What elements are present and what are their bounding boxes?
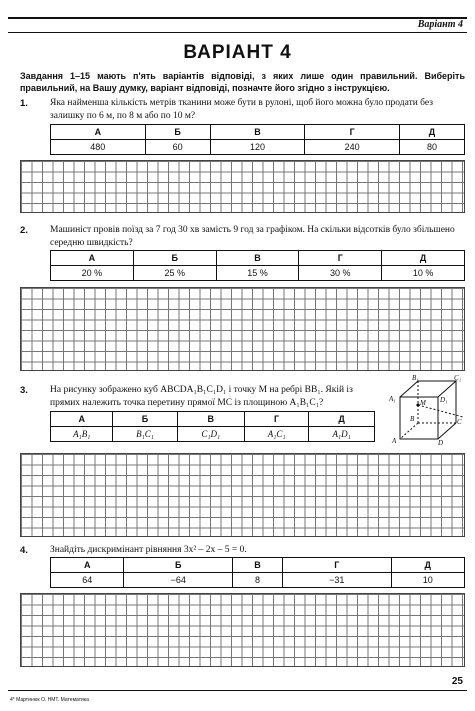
q1-letter-v: В [210, 125, 305, 140]
question-4-text: Знайдіть дискримінант рівняння 3x² – 2x – 5 = 0. [50, 545, 247, 555]
q1-letter-b: Б [145, 125, 210, 140]
q3-option-v[interactable]: C₁D₁ [177, 427, 245, 442]
question-3-number: 3. [20, 385, 28, 396]
q4-letter-b: Б [124, 558, 233, 573]
page-title: ВАРІАНТ 4 [183, 42, 292, 63]
label-c: C [457, 418, 462, 426]
running-header-variant: Варіант 4 [417, 19, 463, 30]
q2-letter-a: А [51, 251, 134, 266]
label-a: A [392, 437, 397, 445]
q3-letter-b: Б [113, 412, 177, 427]
q4-letter-v: В [232, 558, 282, 573]
q4-option-a[interactable]: 64 [51, 573, 124, 588]
question-4-number: 4. [20, 545, 28, 556]
question-3-answer-table [50, 411, 375, 442]
q4-letter-d: Д [391, 558, 464, 573]
q1-option-b[interactable]: 60 [145, 140, 210, 155]
instructions-text: Завдання 1–15 мають п'ять варіантів відповіді, з яких лише один правильний. Виберіть правильний, на Вашу думку, варіант відповіді, позначте його згідно з інструкцією. [20, 71, 465, 93]
q2-letter-b: Б [133, 251, 216, 266]
running-header [8, 17, 467, 33]
q1-option-a[interactable]: 480 [51, 140, 146, 155]
question-1-text: Яка найменша кількість метрів тканини може бути в рулоні, щоб його можна було продати без залишку по 6 м, по 8 м або по 10 м? [50, 98, 433, 121]
question-2-answer-table [50, 250, 465, 281]
q3-option-a[interactable]: A₁B₁ [51, 427, 113, 442]
q2-option-d[interactable]: 10 % [382, 266, 465, 281]
label-c1: C₁ [454, 375, 462, 382]
label-d: D [438, 439, 444, 445]
question-2-text: Машиніст провів поїзд за 7 год 30 хв замість 9 год за графіком. На скільки відсотків було збільшено середню швидкість? [50, 225, 455, 248]
q2-option-b[interactable]: 25 % [133, 266, 216, 281]
question-1-answer-table [50, 124, 465, 155]
q2-option-a[interactable]: 20 % [51, 266, 134, 281]
q4-option-v[interactable]: 8 [232, 573, 282, 588]
label-d1: D₁ [440, 396, 448, 404]
label-m: M [420, 399, 426, 407]
footer-divider [8, 690, 467, 691]
page-number: 25 [451, 676, 463, 687]
question-1-number: 1. [20, 98, 28, 109]
question-4-draft-grid[interactable] [20, 593, 465, 667]
question-3-draft-grid[interactable] [20, 453, 465, 537]
q3-option-h[interactable]: A₁C₁ [245, 427, 309, 442]
q2-option-v[interactable]: 15 % [216, 266, 299, 281]
q3-option-d[interactable]: A₁D₁ [309, 427, 375, 442]
footer-note: 4* Мартинюк О. НМТ. Математика [10, 697, 89, 703]
q1-option-v[interactable]: 120 [210, 140, 305, 155]
cube-figure [388, 375, 464, 445]
q2-letter-h: Г [299, 251, 382, 266]
question-3-text: На рисунку зображено куб ABCDA₁B₁C₁D₁ і точку M на ребрі BB₁. Якій із прямих належить точка перетину прямої MC із площиною A₁B₁C₁? [50, 385, 353, 408]
q4-letter-a: А [51, 558, 124, 573]
q2-letter-d: Д [382, 251, 465, 266]
q1-option-d[interactable]: 80 [399, 140, 464, 155]
question-2-number: 2. [20, 225, 28, 236]
q1-letter-d: Д [399, 125, 464, 140]
q4-letter-h: Г [282, 558, 391, 573]
q1-letter-a: А [51, 125, 146, 140]
q1-option-h[interactable]: 240 [305, 140, 400, 155]
q4-option-h[interactable]: −31 [282, 573, 391, 588]
label-b1: B₁ [412, 375, 419, 382]
q3-letter-v: В [177, 412, 245, 427]
q2-letter-v: В [216, 251, 299, 266]
q4-option-d[interactable]: 10 [391, 573, 464, 588]
question-2-draft-grid[interactable] [20, 287, 465, 371]
question-4-answer-table [50, 557, 465, 588]
q3-letter-a: А [51, 412, 113, 427]
question-1-draft-grid[interactable] [20, 160, 465, 213]
label-b: B [410, 415, 415, 423]
q2-option-h[interactable]: 30 % [299, 266, 382, 281]
q4-option-b[interactable]: −64 [124, 573, 233, 588]
q1-letter-h: Г [305, 125, 400, 140]
q3-letter-d: Д [309, 412, 375, 427]
q3-letter-h: Г [245, 412, 309, 427]
label-a1: A₁ [389, 395, 396, 403]
q3-option-b[interactable]: B₁C₁ [113, 427, 177, 442]
